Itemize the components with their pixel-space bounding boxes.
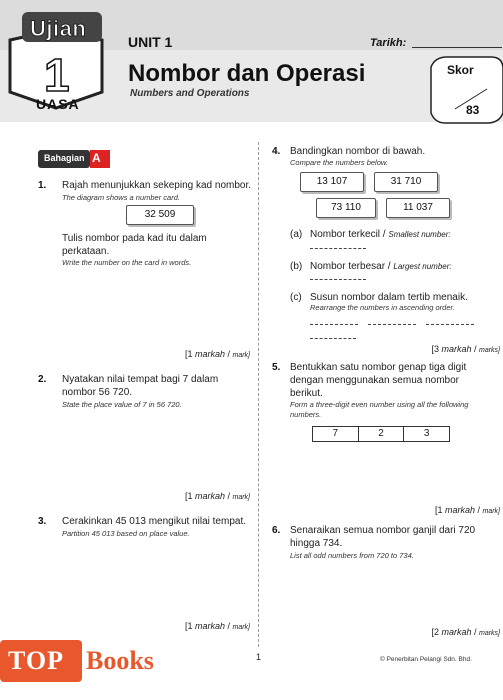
question-4c-text: Susun nombor dalam tertib menaik. <box>310 292 468 303</box>
number-card: 32 509 <box>126 205 194 225</box>
score-total: 83 <box>466 103 480 117</box>
question-4-number: 4. <box>272 146 281 157</box>
section-letter: A <box>92 151 101 165</box>
date-label: Tarikh: <box>370 37 407 49</box>
logo-text-top: TOP <box>8 646 64 675</box>
test-badge-title: Ujian <box>30 16 87 41</box>
number-card: 31 710 <box>374 172 438 192</box>
answer-line-4b[interactable] <box>310 279 366 280</box>
question-1-en2: Write the number on the card in words. <box>62 258 192 267</box>
unit-label: UNIT 1 <box>128 34 173 50</box>
question-3-marks: [1 markah / mark] <box>184 621 250 631</box>
date-field[interactable] <box>412 47 502 48</box>
question-4c-en: Rearrange the numbers in ascending order. <box>310 303 455 312</box>
column-divider <box>258 142 259 647</box>
question-4c-label: (c) <box>290 292 302 303</box>
question-6-marks: [2 markah / marks] <box>431 627 500 637</box>
question-6-text: Senaraikan semua nombor ganjil dari 720 hingga 734. <box>290 525 476 549</box>
page-number: 1 <box>256 652 262 662</box>
question-3-text: Cerakinkan 45 013 mengikut nilai tempat. <box>62 516 246 527</box>
test-badge-number: 1 <box>44 49 70 101</box>
question-1-text: Rajah menunjukkan sekeping kad nombor. <box>62 180 252 191</box>
question-2-en: State the place value of 7 in 56 720. <box>62 400 182 409</box>
publisher-credit: © Penerbitan Pelangi Sdn. Bhd. <box>380 656 472 663</box>
page-subtitle: Numbers and Operations <box>130 88 250 99</box>
question-1-text2: Tulis nombor pada kad itu dalam perkataan. <box>62 233 207 257</box>
section-label: Bahagian <box>44 153 85 163</box>
question-4-text: Bandingkan nombor di bawah. <box>290 146 426 157</box>
answer-line-4c-1[interactable] <box>310 324 358 325</box>
number-card: 13 107 <box>300 172 364 192</box>
digit-cell: 3 <box>423 428 430 439</box>
number-card: 11 037 <box>386 198 450 218</box>
score-label: Skor <box>447 63 474 77</box>
answer-line-4c-4[interactable] <box>310 338 356 339</box>
question-5-number: 5. <box>272 362 281 373</box>
question-5-marks: [1 markah / mark] <box>434 505 500 515</box>
page-title: Nombor dan Operasi <box>128 60 366 87</box>
number-card: 73 110 <box>316 198 376 218</box>
question-4b-label: (b) <box>290 261 303 272</box>
question-5-en: Form a three-digit even number using all the following numbers. <box>290 400 469 419</box>
question-3-number: 3. <box>38 516 47 527</box>
digit-cell: 2 <box>359 427 405 441</box>
question-3-en: Partition 45 013 based on place value. <box>62 529 190 538</box>
question-2-text: Nyatakan nilai tempat bagi 7 dalam nombor 56 720. <box>62 374 219 398</box>
question-4a-text: Nombor terkecil / Smallest number: <box>310 229 451 240</box>
question-1-marks: [1 markah / mark] <box>184 349 250 359</box>
answer-line-4c-3[interactable] <box>426 324 474 325</box>
logo-text-books: Books <box>86 646 154 675</box>
test-badge-sub: UASA <box>36 96 80 112</box>
question-1-number: 1. <box>38 180 47 191</box>
question-6-number: 6. <box>272 525 281 536</box>
question-2-number: 2. <box>38 374 47 385</box>
question-4-en: Compare the numbers below. <box>290 158 388 167</box>
answer-line-4c-2[interactable] <box>368 324 416 325</box>
question-4a-label: (a) <box>290 229 303 240</box>
question-4b-text: Nombor terbesar / Largest number: <box>310 261 452 272</box>
question-1-en: The diagram shows a number card. <box>62 193 180 202</box>
question-6-en: List all odd numbers from 720 to 734. <box>290 551 414 560</box>
question-5-text: Bentukkan satu nombor genap tiga digit dengan menggunakan semua nombor berikut. <box>290 362 467 399</box>
digit-cell: 7 <box>313 427 359 441</box>
question-2-marks: [1 markah / mark] <box>184 491 250 501</box>
question-4-marks: [3 markah / marks] <box>431 344 500 354</box>
answer-line-4a[interactable] <box>310 248 366 249</box>
digit-table <box>312 426 450 442</box>
